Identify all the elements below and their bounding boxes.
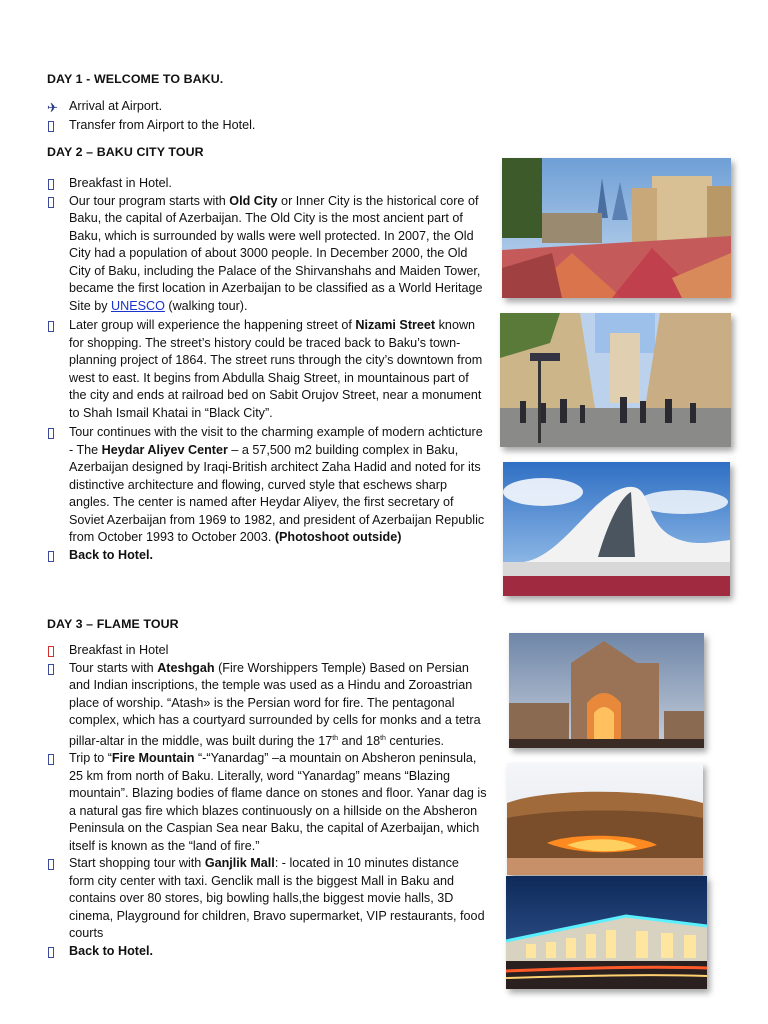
square-bullet-icon — [47, 317, 69, 422]
list-item: Back to Hotel. — [47, 943, 487, 961]
square-bullet-icon — [47, 117, 69, 135]
photoshoot-note: (Photoshoot outside) — [274, 530, 402, 544]
square-bullet-icon — [47, 642, 69, 660]
heydar-aliyev-center-photo — [503, 462, 730, 596]
old-city-term: Old City — [229, 193, 278, 208]
square-bullet-icon — [47, 855, 69, 943]
day2-list — [47, 175, 487, 564]
square-bullet-icon — [47, 547, 69, 565]
unesco-link[interactable]: UNESCO — [111, 298, 165, 313]
list-item: Start shopping tour with Ganjlik Mall: - located in 10 minutes distance form city center with taxi. Genclik mall is the biggest Mall in Baku and contains over 80 stores, big bowling halls,the biggest movie halls, 3D cinema, Playground for children, Bravo supermarket, VIP restaurants, food courts — [47, 855, 487, 943]
ateshgah-term: Ateshgah — [157, 660, 215, 675]
square-bullet-icon — [47, 750, 69, 855]
day3-heading: DAY 3 – FLAME TOUR — [47, 617, 179, 631]
ganjlik-mall-photo — [506, 876, 707, 989]
list-item: Breakfast in Hotel — [47, 642, 487, 660]
list-item: Tour continues with the visit to the charming example of modern achticture - The Heydar Aliyev Center – a 57,500 m2 building complex in Baku, Azerbaijan designed by Iraqi-British architect Zaha Hadid and noted for its distinctive architecture and flowing, curved style that eschews sharp angles. The center is named after Heydar Aliyev, the first secretary of Soviet Azerbaijan from 1969 to 1982, and president of Azerbaijan Republic from October 1993 to October 2003. (Photoshoot outside) — [47, 424, 487, 547]
ateshgah-temple-photo — [509, 633, 704, 748]
list-item: Tour starts with Ateshgah (Fire Worshippers Temple) Based on Persian and Indian inscriptions, the temple was used as a Hindu and Zoroastrian place of worship. “Atash» is the Persian word for fire. The pentagonal complex, which has a courtyard surrounded by cells for monks and a tetra pillar-altar in the middle, was built during the 17th and 18th centuries. — [47, 660, 487, 751]
square-bullet-icon — [47, 660, 69, 751]
day1-list — [47, 98, 487, 134]
fire-mountain-photo — [507, 763, 703, 875]
square-bullet-icon — [47, 193, 69, 316]
nizami-street-photo — [500, 313, 731, 447]
list-item: Trip to “Fire Mountain “-“Yanardag” –a mountain on Absheron peninsula, 25 km from north of Baku. Literally, word “Yanardag” means “Blazing mountain”. Blazing bodies of flame dance on stones and floor. Yanar dag is a natural gas fire which blazes continuously on a hillside on the Absheron Peninsula on the Caspian Sea near Baku, the capital of Azerbaijan, which itself is known as the “land of fire.” — [47, 750, 487, 855]
square-bullet-icon — [47, 424, 69, 547]
old-city-photo — [502, 158, 731, 298]
fire-mountain-term: Fire Mountain — [111, 751, 195, 766]
list-item: ✈ Arrival at Airport. — [47, 99, 163, 115]
heydar-aliyev-term: Heydar Aliyev Center — [101, 442, 228, 457]
airplane-icon: ✈ — [47, 100, 58, 115]
day2-heading: DAY 2 – BAKU CITY TOUR — [47, 145, 204, 159]
day3-list — [47, 642, 487, 960]
day1-heading: DAY 1 - WELCOME TO BAKU. — [47, 72, 224, 86]
list-item: Back to Hotel. — [47, 547, 487, 565]
list-item: Later group will experience the happening street of Nizami Street known for shopping. The street’s history could be traced back to Baku’s town-planning project of 1864. The street runs through the city’s downtown from west to east. It begins from Abdulla Shaig Street, in mountainous part of the city and ends at railroad bed on Sabit Orujov Street, near a monument to Shah Ismail Khatai in “Black City”. — [47, 317, 487, 422]
list-item: Our tour program starts with Old City or Inner City is the historical core of Baku, the capital of Azerbaijan. The Old City is the most ancient part of Baku, which is surrounded by walls were well protected. In 2007, the Old City had a population of about 3000 people. In December 2000, the Old City of Baku, including the Palace of the Shirvanshahs and Maiden Tower, became the first location in Azerbaijan to be classified as a World Heritage Site by UNESCO (walking tour). — [47, 193, 487, 316]
nizami-street-term: Nizami Street — [355, 318, 436, 332]
list-item: Breakfast in Hotel. — [47, 175, 487, 193]
ganjlik-mall-term: Ganjlik Mall — [204, 856, 275, 871]
square-bullet-icon — [47, 175, 69, 193]
square-bullet-icon — [47, 943, 69, 961]
list-item: Transfer from Airport to the Hotel. — [47, 117, 487, 135]
